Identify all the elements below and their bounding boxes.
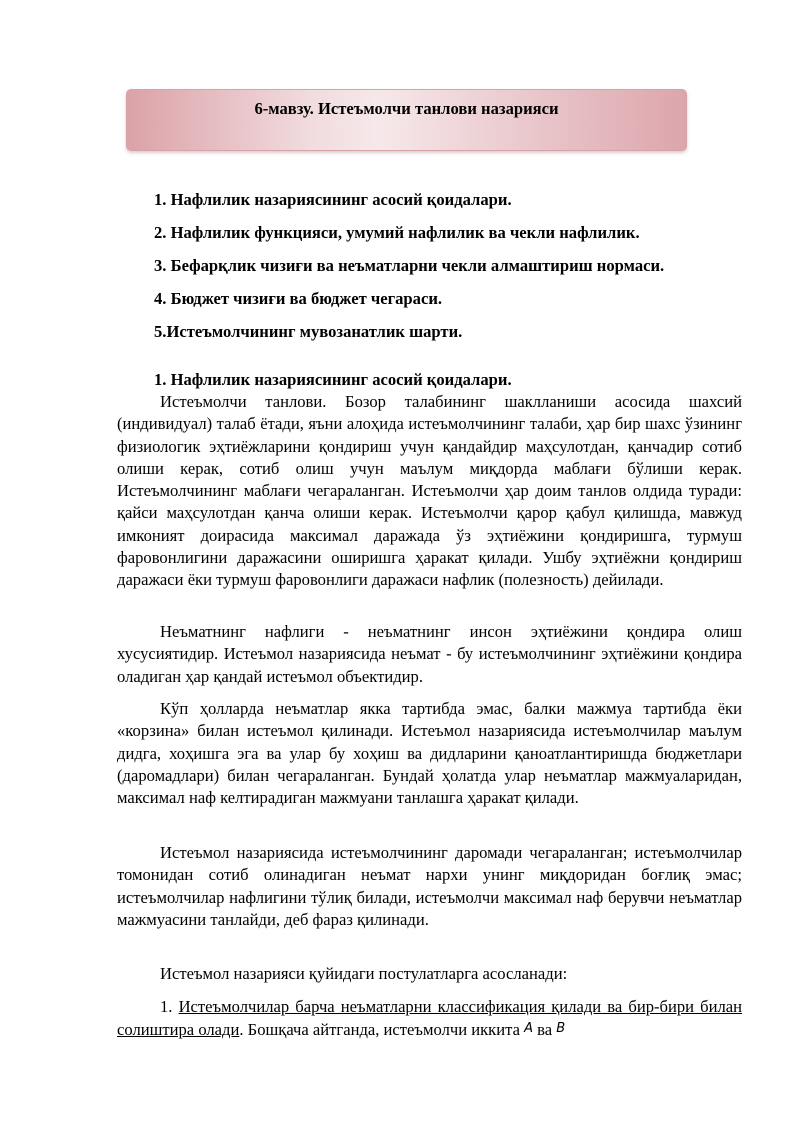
paragraph-consumer-choice: Истеъмолчи танлови. Бозор талабининг шаклланиши асосида шахсий (индивидуал) талаб ётади, яъни алоҳида истеъмолчининг талаби, ҳар бир шахс ўзининг физиологик эҳтиёжларини қондириш учун қандайдир маҳсулотдан, қанчадир сотиб олиши керак, сотиб олиш учун маълум миқдорда маблағи бўлиши керак. Истеъмолчининг маблағи чегараланган. Истеъмолчи ҳар доим танлов олдида туради: қайси маҳсулотдан қанча олиши керак. Истеъмолчи қарор қабул қилишда, мавжуд имконият доирасида максимал даражада ўз эҳтиёжини қондиришга, турмуш фаровонлигини даражасини оширишга ҳаракат қилади. Ушбу эҳтиёжни қондириш даражаси ёки турмуш фаровонлиги даражаси нафлик (полезность) дейилади. bbox=[117, 392, 742, 590]
postulate-number: 1. bbox=[160, 997, 179, 1016]
paragraph-consumer-basket: Кўп ҳолларда неъматлар якка тартибда эмас, балки мажмуа тартибда ёки «корзина» билан истеъмол қилинади. Истеъмол назариясида истеъмолчилар маълум дидга, хоҳишга эга ва улар бу хоҳиш ва дидларини қаноатлантиришда бюджетлари (даромадлари) билан чегараланган. Бундай ҳолатда улар неъматлар мажмуаларидан, максимал наф келтирадиган мажмуани танлашга ҳаракат қилади. bbox=[117, 699, 742, 808]
outline-item-5: 5.Истеъмолчининг мувозанатлик шарти. bbox=[154, 322, 463, 341]
outline-item-4: 4. Бюджет чизиғи ва бюджет чегараси. bbox=[154, 289, 443, 308]
paragraph-good-utility: Неъматнинг нафлиги - неъматнинг инсон эҳтиёжини қондира олиш хусусиятидир. Истеъмол назариясида неъмат - бу истеъмолчининг эҳтиёжини қондира оладиган ҳар қандай истеъмол объектидир. bbox=[117, 622, 742, 686]
outline-item-1: 1. Нафлилик назариясининг асосий қоидалари. bbox=[154, 190, 512, 209]
postulate-text: . Бошқача айтганда, истеъмолчи иккита bbox=[239, 1020, 525, 1040]
paragraph-postulates-intro: Истеъмол назарияси қуйидаги постулатларга асосланади: bbox=[160, 964, 568, 983]
topic-title: 6-мавзу. Истеъмолчи танлови назарияси bbox=[254, 99, 559, 118]
paragraph-assumptions: Истеъмол назариясида истеъмолчининг даромади чегараланган; истеъмолчилар томонидан сотиб олинадиган неъмат нархи унинг миқдоридан боғлиқ эмас; истеъмолчилар нафлигини тўлиқ билади, истеъмолчи максимал наф берувчи неъматлар мажмуасини танлайди, деб фараз қилинади. bbox=[117, 843, 742, 929]
variable-b: B bbox=[556, 1021, 566, 1037]
postulate-underlined-text: Истеъмолчилар барча неъматларни классификация қилади ва бир-бири билан солиштира олади bbox=[117, 997, 742, 1040]
conjunction-text: ва bbox=[532, 1020, 557, 1040]
section-heading: 1. Нафлилик назариясининг асосий қоидалари. bbox=[154, 370, 512, 389]
topic-title-banner bbox=[126, 89, 687, 151]
variable-a: A bbox=[524, 1021, 533, 1037]
outline-item-3: 3. Бефарқлик чизиғи ва неъматларни чекли алмаштириш нормаси. bbox=[154, 256, 665, 275]
topic-outline bbox=[154, 189, 664, 354]
outline-item-2: 2. Нафлилик функцияси, умумий нафлилик ва чекли нафлилик. bbox=[154, 223, 640, 242]
paragraph-postulate-1 bbox=[117, 996, 742, 1042]
